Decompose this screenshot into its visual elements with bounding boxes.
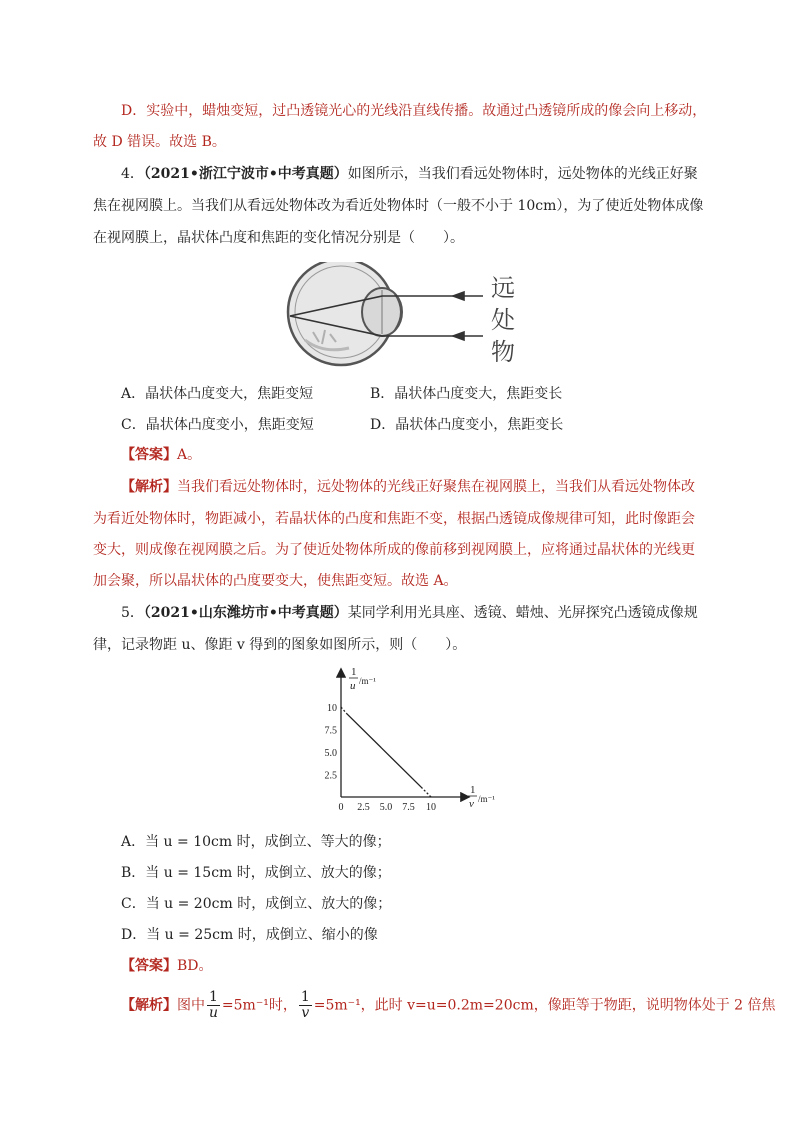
q5-stem-line2: 律，记录物距 u、像距 v 得到的图象如图所示，则（ ）。 (93, 637, 467, 653)
eye-diagram (283, 262, 528, 372)
label-char-3: 物 (491, 340, 515, 366)
q4-option-c: C．晶状体凸度变小，焦距变短 (121, 417, 314, 433)
q4-analysis-line2: 为看近处物体时，物距减小，若晶状体的凸度和焦距不变，根据凸透镜成像规律可知，此时像距会 (93, 511, 695, 527)
q5-analysis-text-c: =5m⁻¹，此时 v=u=0.2m=20cm，像距等于物距，说明物体处于 2 倍焦 (313, 997, 776, 1014)
q4-option-a: A．晶状体凸度变大，焦距变短 (121, 386, 314, 402)
x-tick-label: 5.0 (379, 802, 393, 813)
q4-analysis-text1: 当我们看远处物体时，远处物体的光线正好聚焦在视网膜上，当我们从看远处物体改 (177, 479, 695, 495)
q4-number: 4． (121, 166, 144, 182)
frac-den: u (208, 1005, 218, 1021)
x-tick-label: 7.5 (402, 802, 415, 813)
q5-option-c: C．当 u = 20cm 时，成倒立、放大的像； (121, 896, 392, 912)
q5-answer (121, 955, 213, 975)
series-line-dashed (421, 787, 431, 797)
q4-stem-line3: 在视网膜上，晶状体凸度和焦距的变化情况分别是（ ）。 (93, 230, 464, 246)
y-tick-label: 5.0 (324, 748, 337, 759)
y-tick-label: 2.5 (324, 770, 337, 782)
q3-option-d-line2: 故 D 错误。故选 B。 (93, 134, 226, 150)
q5-option-b: B．当 u = 15cm 时，成倒立、放大的像； (121, 865, 391, 881)
q4-answer (121, 444, 201, 464)
inverse-u-fraction (207, 990, 220, 1021)
q4-source: （2021•浙江宁波市•中考真题） (143, 166, 348, 182)
q4-analysis-label: 【解析】 (121, 479, 177, 495)
q5-analysis-text-a: 图中 (177, 997, 205, 1014)
y-axis-label (349, 666, 376, 692)
x-label-den: v (469, 798, 474, 810)
frac-num: 1 (300, 989, 310, 1005)
inverse-v-fraction (299, 990, 312, 1021)
series-line-dashed (341, 707, 346, 713)
q4-option-b: B．晶状体凸度变大，焦距变长 (370, 386, 563, 402)
q5-option-a: A．当 u = 10cm 时，成倒立、等大的像； (121, 834, 391, 850)
y-label-unit: /m⁻¹ (359, 676, 376, 686)
distant-object-label (491, 275, 515, 366)
label-char-1: 远 (491, 276, 515, 302)
series-line (346, 713, 421, 787)
q4-analysis-line4: 加会聚，所以晶状体的凸度要变大，使焦距变短。故选 A。 (93, 573, 458, 589)
q4-analysis-line1 (121, 476, 695, 496)
q5-analysis-line1 (121, 990, 776, 1021)
q5-answer-value: BD。 (177, 958, 213, 974)
q4-stem-line2: 焦在视网膜上。当我们从看远处物体改为看近处物体时（一般不小于 10cm），为了使近处物体成像 (93, 198, 704, 214)
q4-option-d: D．晶状体凸度变小，焦距变长 (370, 417, 564, 433)
q5-number: 5． (121, 605, 144, 621)
q5-option-d: D．当 u = 25cm 时，成倒立、缩小的像 (121, 927, 378, 943)
q4-stem-line1 (121, 163, 698, 183)
q3-option-d-line1: D．实验中，蜡烛变短，过凸透镜光心的光线沿直线传播。故通过凸透镜所成的像会向上移动， (121, 103, 707, 119)
y-label-den: u (350, 680, 356, 692)
q5-analysis-text-b: =5m⁻¹时， (221, 997, 297, 1014)
q5-answer-label: 【答案】 (121, 958, 177, 974)
y-tick-label: 7.5 (324, 725, 337, 737)
frac-num: 1 (209, 989, 218, 1005)
x-tick-label: 0 (338, 802, 344, 813)
q5-stem-text: 某同学利用光具座、透镜、蜡烛、光屏探究凸透镜成像规 (347, 605, 698, 621)
label-char-2: 处 (491, 308, 515, 334)
q5-graph (318, 660, 508, 815)
y-label-num: 1 (351, 666, 357, 678)
q4-answer-label: 【答案】 (121, 447, 177, 463)
x-label-unit: /m⁻¹ (478, 794, 495, 804)
y-tick-label: 10 (327, 703, 337, 714)
frac-den: v (301, 1005, 310, 1021)
q4-stem-text: 如图所示，当我们看远处物体时，远处物体的光线正好聚 (347, 166, 698, 182)
q5-analysis-label: 【解析】 (121, 997, 177, 1014)
q4-answer-value: A。 (177, 447, 202, 463)
x-label-num: 1 (470, 784, 476, 796)
x-tick-label: 2.5 (357, 802, 370, 813)
q5-source: （2021•山东潍坊市•中考真题） (143, 605, 348, 621)
x-tick-label: 10 (426, 802, 436, 813)
x-axis-label (468, 784, 495, 810)
q5-stem-line1 (121, 602, 698, 622)
q4-analysis-line3: 变大，则成像在视网膜之后。为了使近处物体所成的像前移到视网膜上，应将通过晶状体的光线更 (93, 542, 695, 558)
